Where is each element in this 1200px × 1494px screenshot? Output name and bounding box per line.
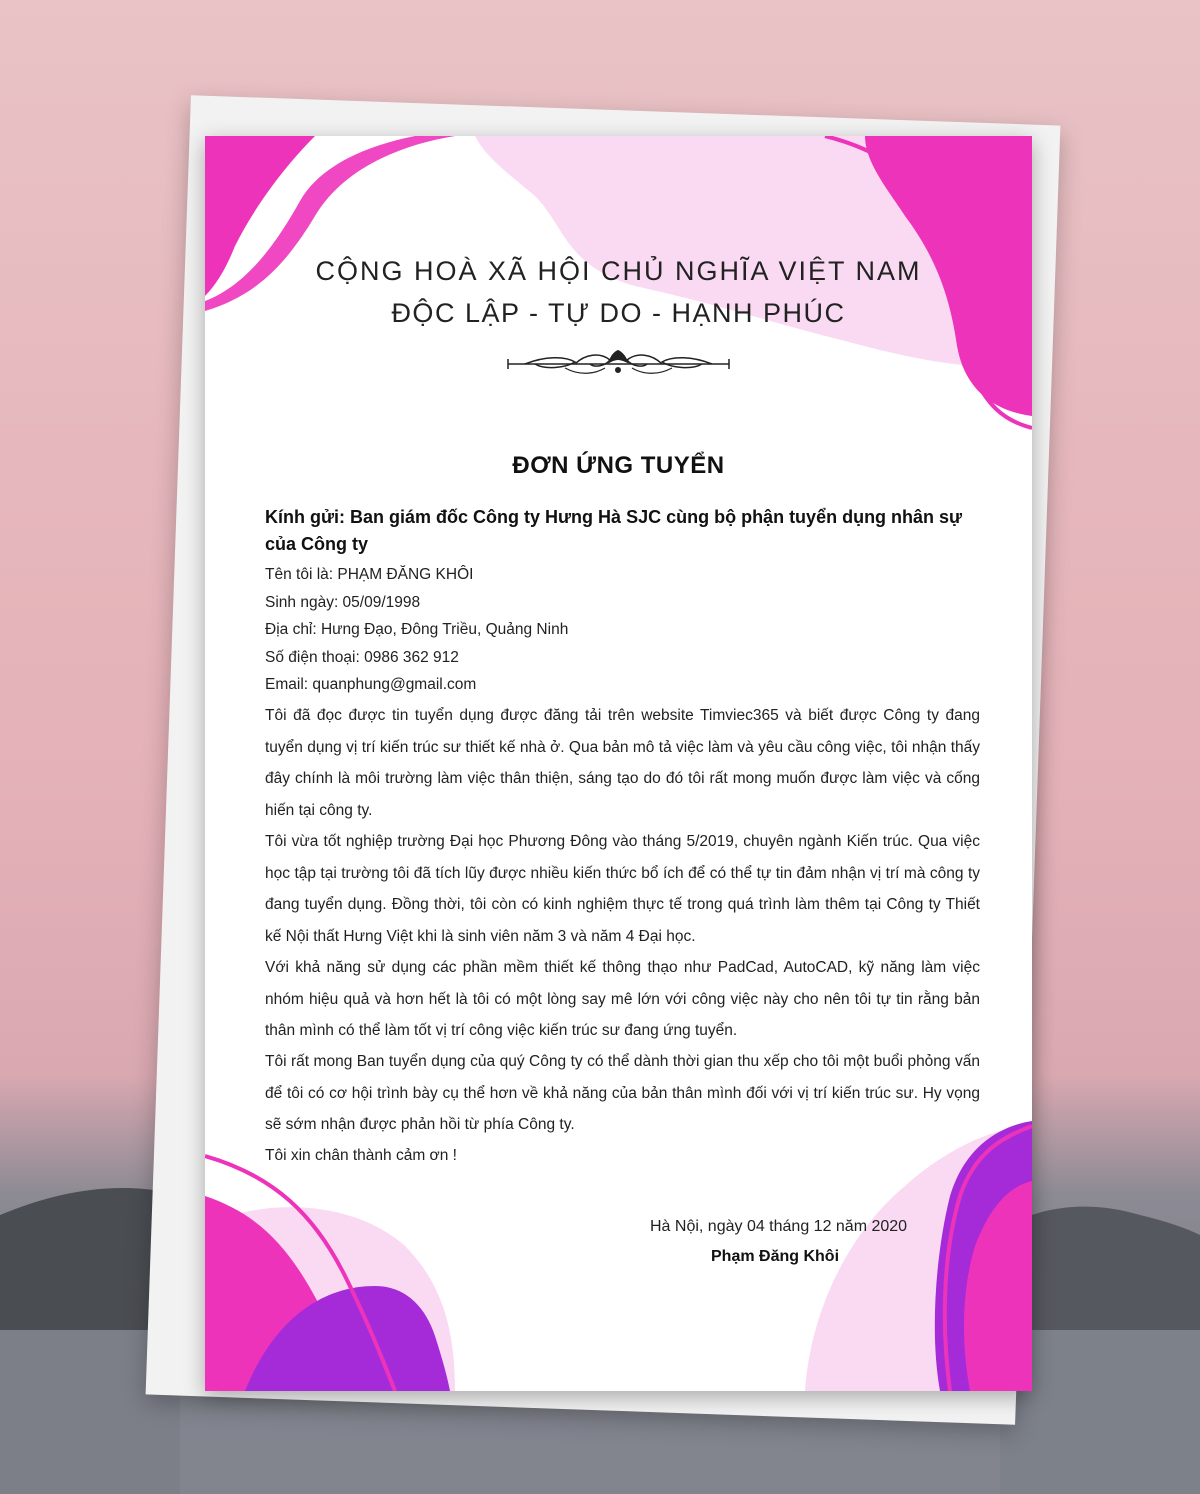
paragraph-skills: Với khả năng sử dụng các phần mềm thiết kế thông thạo như PadCad, AutoCAD, kỹ năng làm việc nhóm hiệu quả và hơn hết là tôi có một lòng say mê lớn với công việc này cho nên tôi tự tin rằng bản thân mình có thể làm tốt vị trí công việc kiến trúc sư đang ứng tuyển.: [265, 959, 980, 1039]
flourish-ornament-icon: [505, 346, 732, 382]
paragraph-education: Tôi vừa tốt nghiệp trường Đại học Phương Đông vào tháng 5/2019, chuyên ngành Kiến trúc. Qua việc học tập tại trường tôi đã tích lũy được nhiều kiến thức bổ ích để có thể tự tin đảm nhận vị trí mà công ty đang tuyển dụng. Đồng thời, tôi còn có kinh nghiệm thực tế trong quá trình làm thêm tại Công ty Thiết kế Nội thất Hưng Việt khi là sinh viên năm 3 và năm 4 Đại học.: [265, 833, 980, 945]
paragraph-thanks: Tôi xin chân thành cảm ơn !: [265, 1147, 457, 1164]
letter-page: [205, 136, 1032, 1391]
motto-heading: ĐỘC LẬP - TỰ DO - HẠNH PHÚC: [391, 298, 846, 328]
signature-date: Hà Nội, ngày 04 tháng 12 năm 2020: [650, 1218, 908, 1235]
paragraph-intro: Tôi đã đọc được tin tuyển dụng được đăng tải trên website Timviec365 và biết được Công ty đang tuyển dụng vị trí kiến trúc sư thiết kế nhà ở. Qua bản mô tả việc làm và yêu cầu công việc, tôi nhận thấy đây chính là môi trường làm việc thân thiện, sáng tạo do đó tôi rất mong muốn được làm việc và cống hiến tại công ty.: [265, 707, 980, 819]
info-address: Địa chỉ: Hưng Đạo, Đông Triều, Quảng Ninh: [265, 621, 569, 638]
info-name: Tên tôi là: PHẠM ĐĂNG KHÔI: [265, 566, 474, 583]
document-title: ĐƠN ỨNG TUYỂN: [512, 452, 725, 479]
paragraph-request: Tôi rất mong Ban tuyển dụng của quý Công ty có thể dành thời gian thu xếp cho tôi một buổi phỏng vấn để tôi có cơ hội trình bày cụ thể hơn về khả năng của bản thân mình đối với vị trí kiến trúc sư. Hy vọng sẽ sớm nhận được phản hồi từ phía Công ty.: [265, 1053, 980, 1133]
info-birthdate: Sinh ngày: 05/09/1998: [265, 594, 421, 611]
recipient-line: Kính gửi: Ban giám đốc Công ty Hưng Hà SJC cùng bộ phận tuyển dụng nhân sự của Công ty: [265, 507, 963, 554]
info-email: Email: quanphung@gmail.com: [265, 676, 477, 693]
info-phone: Số điện thoại: 0986 362 912: [265, 649, 459, 666]
nation-heading: CỘNG HOÀ XÃ HỘI CHỦ NGHĨA VIỆT NAM: [315, 256, 922, 286]
signature-name: Phạm Đăng Khôi: [711, 1248, 840, 1265]
